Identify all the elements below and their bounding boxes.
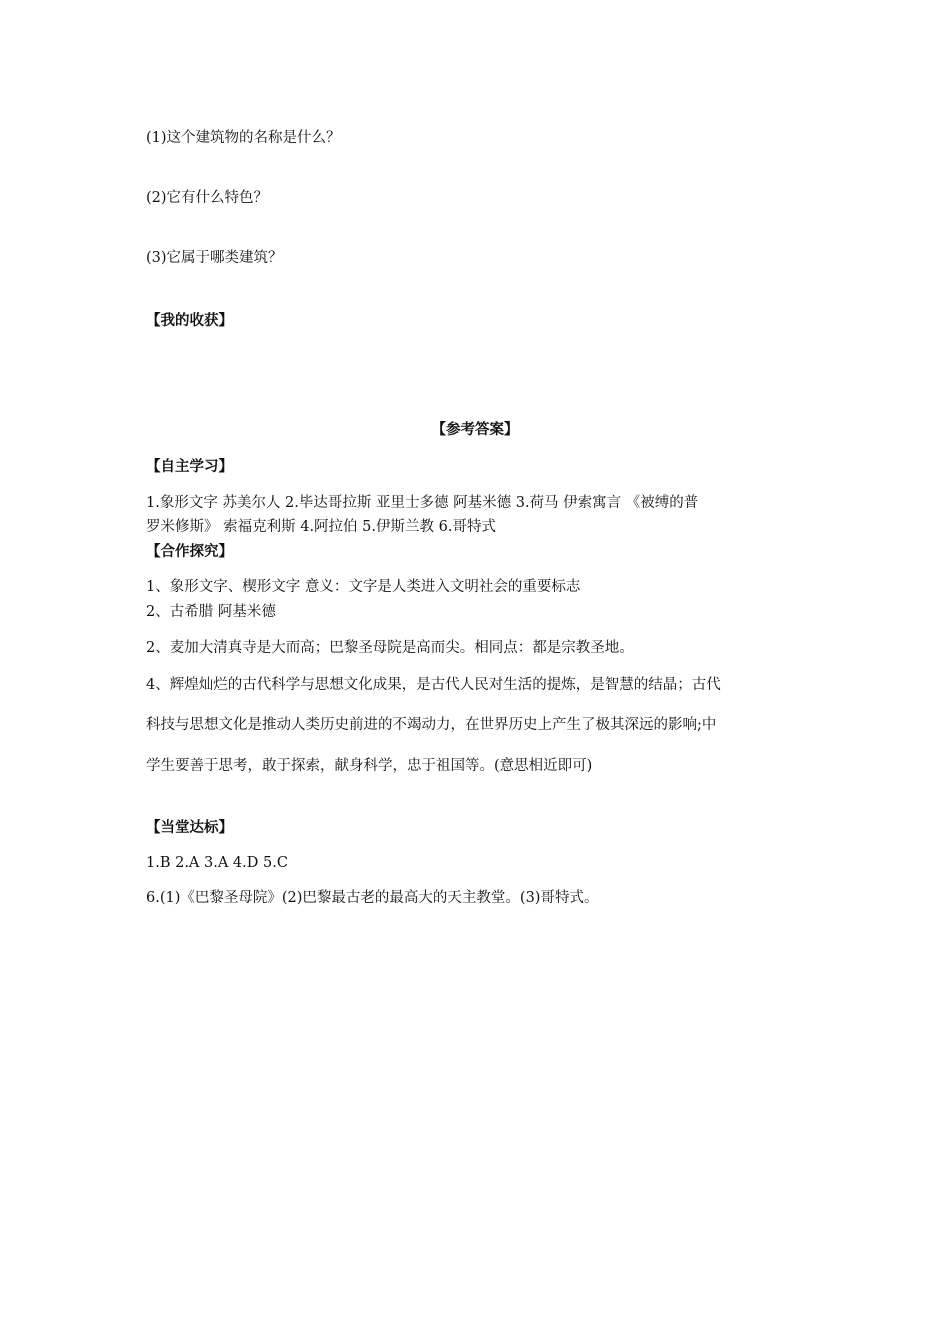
answers-heading: 【参考答案】 <box>431 422 519 438</box>
question-2: (2)它有什么特色？ <box>146 190 269 206</box>
question-3: (3)它属于哪类建筑？ <box>146 250 283 266</box>
cooperation-line-5: 科技与思想文化是推动人类历史前进的不竭动力，在世界历史上产生了极其深远的影响;中 <box>146 717 717 733</box>
harvest-heading: 【我的收获】 <box>146 313 233 329</box>
question-1: (1)这个建筑物的名称是什么？ <box>146 130 341 146</box>
cooperation-line-3: 2、麦加大清真寺是大而高；巴黎圣母院是高而尖。相同点：都是宗教圣地。 <box>146 640 634 656</box>
class-test-line-2: 6.(1)《巴黎圣母院》(2)巴黎最古老的最高大的天主教堂。(3)哥特式。 <box>146 890 599 906</box>
self-study-line-2: 罗米修斯》 索福克利斯 4.阿拉伯 5.伊斯兰教 6.哥特式 <box>146 519 496 535</box>
self-study-line-1: 1.象形文字 苏美尔人 2.毕达哥拉斯 亚里士多德 阿基米德 3.荷马 伊索寓言 《被缚的普 <box>146 495 699 511</box>
class-test-heading: 【当堂达标】 <box>146 820 233 836</box>
cooperation-line-2: 2、古希腊 阿基米德 <box>146 604 276 620</box>
cooperation-line-1: 1、象形文字、楔形文字 意义：文字是人类进入文明社会的重要标志 <box>146 579 581 595</box>
cooperation-line-4: 4、辉煌灿烂的古代科学与思想文化成果，是古代人民对生活的提炼，是智慧的结晶；古代 <box>146 677 721 693</box>
cooperation-line-6: 学生要善于思考，敢于探索，献身科学，忠于祖国等。(意思相近即可) <box>146 758 593 774</box>
class-test-line-1: 1.B 2.A 3.A 4.D 5.C <box>146 855 288 871</box>
cooperation-heading: 【合作探究】 <box>146 544 233 560</box>
self-study-heading: 【自主学习】 <box>146 459 233 475</box>
